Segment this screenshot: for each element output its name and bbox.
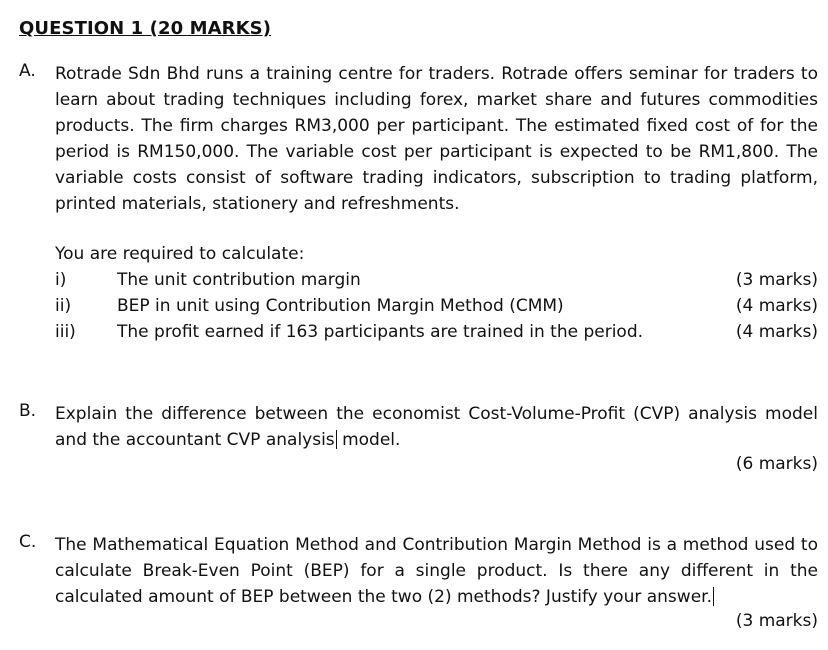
requirement-number: ii) [55, 296, 72, 316]
requirement-marks: (4 marks) [735, 322, 818, 342]
section-c-letter: C. [19, 532, 37, 552]
required-intro: You are required to calculate: [55, 244, 305, 264]
requirement-marks: (3 marks) [735, 270, 818, 290]
section-b-letter: B. [19, 401, 37, 421]
requirement-marks: (4 marks) [735, 296, 818, 316]
section-c-marks: (3 marks) [735, 611, 818, 631]
section-a-paragraph: Rotrade Sdn Bhd runs a training centre for traders. Rotrade offers seminar for traders to learn about trading techniques including forex, market share and futures commodities products. The firm charges RM3,000 per participant. The estimated fixed cost of for the period is RM150,000. The variable cost per participant is expected to be RM1,800. The variable costs consist of software trading indicators, subscription to trading platform, printed materials, stationery and refreshments. [55, 64, 818, 214]
requirement-item-i [55, 270, 818, 296]
section-c-text: The Mathematical Equation Method and Contribution Margin Method is a method used to calculate Break-Even Point (BEP) for a single product. Is there any different in the calculated amount of BEP between the two (2) methods? Justify your answer. [55, 535, 818, 607]
requirement-text: The unit contribution margin [117, 270, 361, 290]
section-b-text-part2: model. [336, 430, 401, 450]
requirement-item-ii [55, 296, 818, 322]
requirement-item-iii [55, 322, 818, 348]
section-a-letter: A. [19, 61, 36, 81]
section-c-paragraph[interactable] [55, 532, 818, 610]
section-b-marks: (6 marks) [735, 454, 818, 474]
section-b-paragraph[interactable] [55, 401, 818, 453]
section-b-text-part1: Explain the difference between the economist Cost-Volume-Profit (CVP) analysis model and the accountant CVP analysis [55, 404, 818, 450]
requirement-number: i) [55, 270, 67, 290]
question-heading: QUESTION 1 (20 MARKS) [19, 18, 272, 39]
requirement-number: iii) [55, 322, 76, 342]
requirement-text: The profit earned if 163 participants are trained in the period. [117, 322, 644, 342]
requirement-text: BEP in unit using Contribution Margin Method (CMM) [117, 296, 564, 316]
text-cursor [713, 587, 714, 606]
